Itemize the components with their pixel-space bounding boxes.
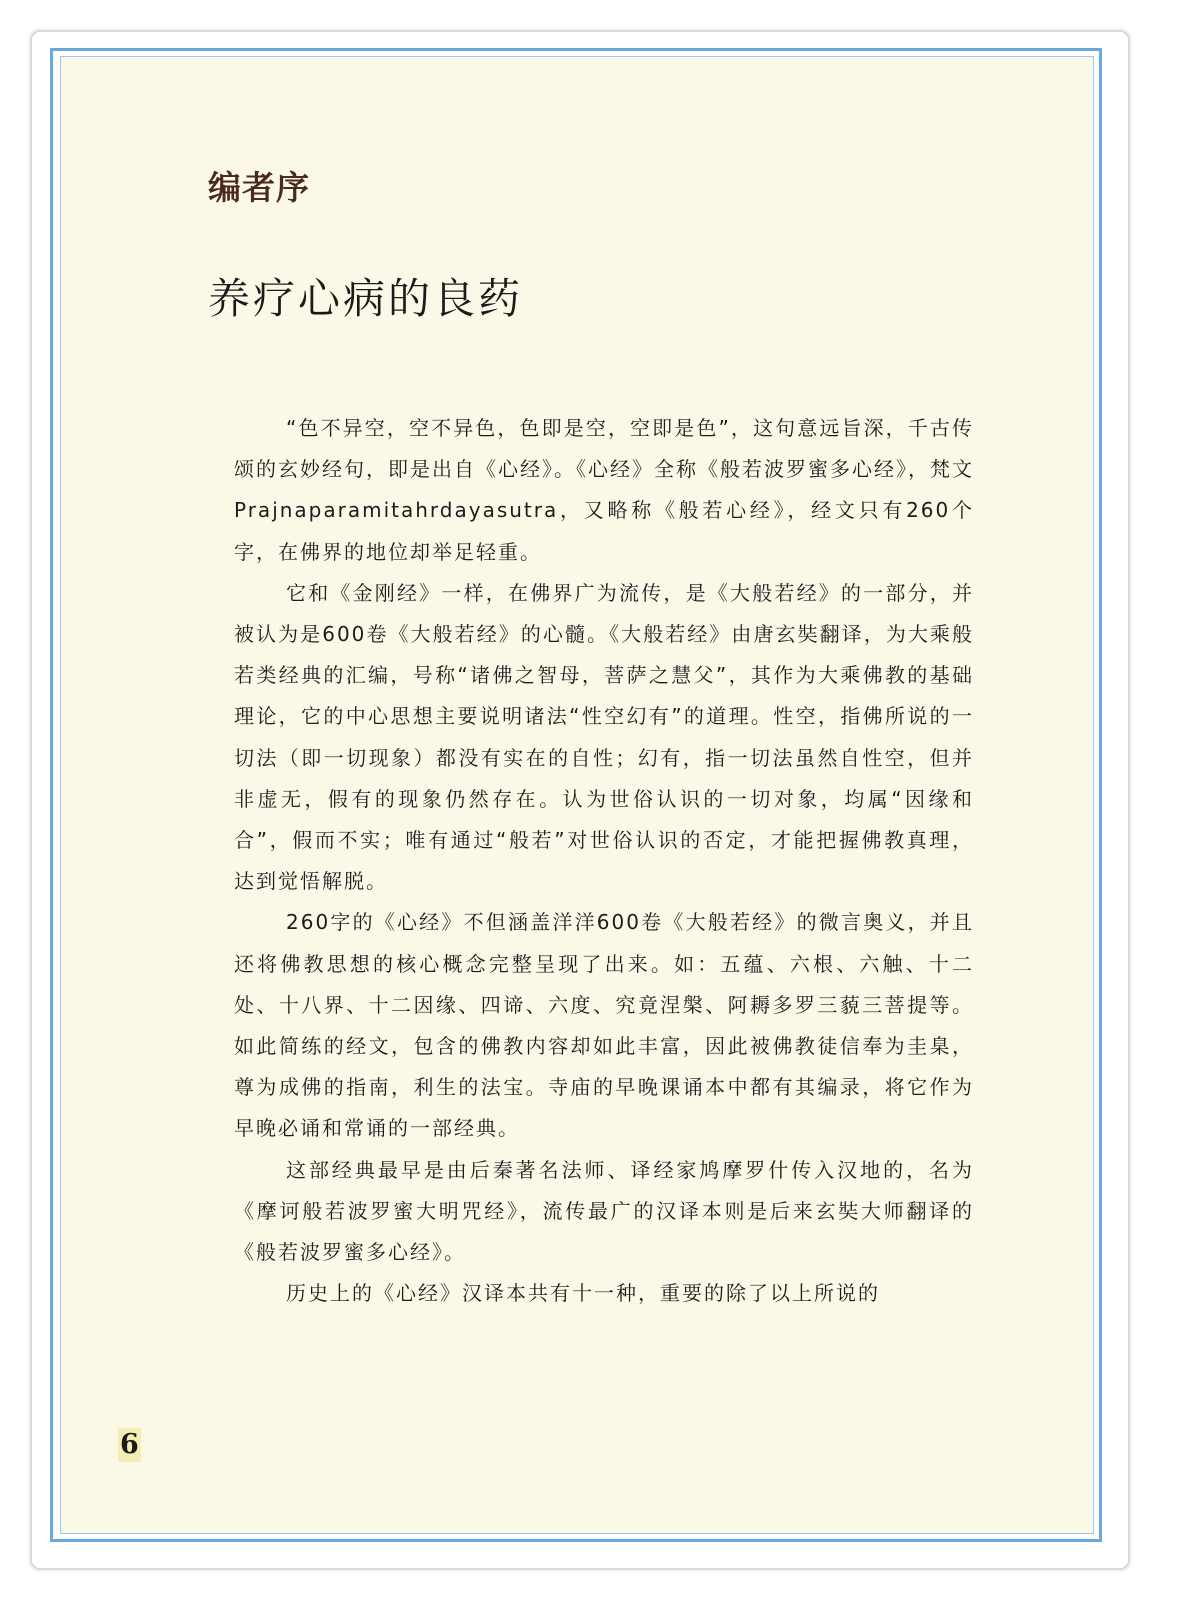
page-number: 6 bbox=[120, 1429, 139, 1460]
paragraph-5: 历史上的《心经》汉译本共有十一种，重要的除了以上所说的 bbox=[286, 1281, 880, 1306]
paragraph-1: “色不异空，空不异色，色即是空，空即是色”，这句意远旨深，千古传颂的玄妙经句，即是出自《心经》。《心经》全称《般若波罗蜜多心经》，梵文Prajnaparamitahrdayasutra，又略称《般若心经》，经文只有260个字，在佛界的地位却举足轻重。 bbox=[234, 416, 974, 564]
paragraph-3: 260字的《心经》不但涵盖洋洋600卷《大般若经》的微言奥义，并且还将佛教思想的核心概念完整呈现了出来。如：五蕴、六根、六触、十二处、十八界、十二因缘、四谛、六度、究竟涅槃、阿耨多罗三藐三菩提等。如此简练的经文，包含的佛教内容却如此丰富，因此被佛教徒信奉为圭臬，尊为成佛的指南，利生的法宝。寺庙的早晚课诵本中都有其编录，将它作为早晚必诵和常诵的一部经典。 bbox=[234, 910, 974, 1141]
paragraph-4: 这部经典最早是由后秦著名法师、译经家鸠摩罗什传入汉地的，名为《摩诃般若波罗蜜大明咒经》，流传最广的汉译本则是后来玄奘大师翻译的《般若波罗蜜多心经》。 bbox=[234, 1157, 974, 1265]
body-text bbox=[234, 408, 974, 1314]
chapter-title: 养疗心病的良药 bbox=[208, 274, 524, 323]
preface-label: 编者序 bbox=[208, 168, 310, 207]
paragraph-2: 它和《金刚经》一样，在佛界广为流传，是《大般若经》的一部分，并被认为是600卷《大般若经》的心髓。《大般若经》由唐玄奘翻译，为大乘般若类经典的汇编，号称“诸佛之智母，菩萨之慧父”，其作为大乘佛教的基础理论，它的中心思想主要说明诸法“性空幻有”的道理。性空，指佛所说的一切法（即一切现象）都没有实在的自性；幻有，指一切法虽然自性空，但并非虚无，假有的现象仍然存在。认为世俗认识的一切对象，均属“因缘和合”，假而不实；唯有通过“般若”对世俗认识的否定，才能把握佛教真理，达到觉悟解脱。 bbox=[234, 580, 974, 894]
